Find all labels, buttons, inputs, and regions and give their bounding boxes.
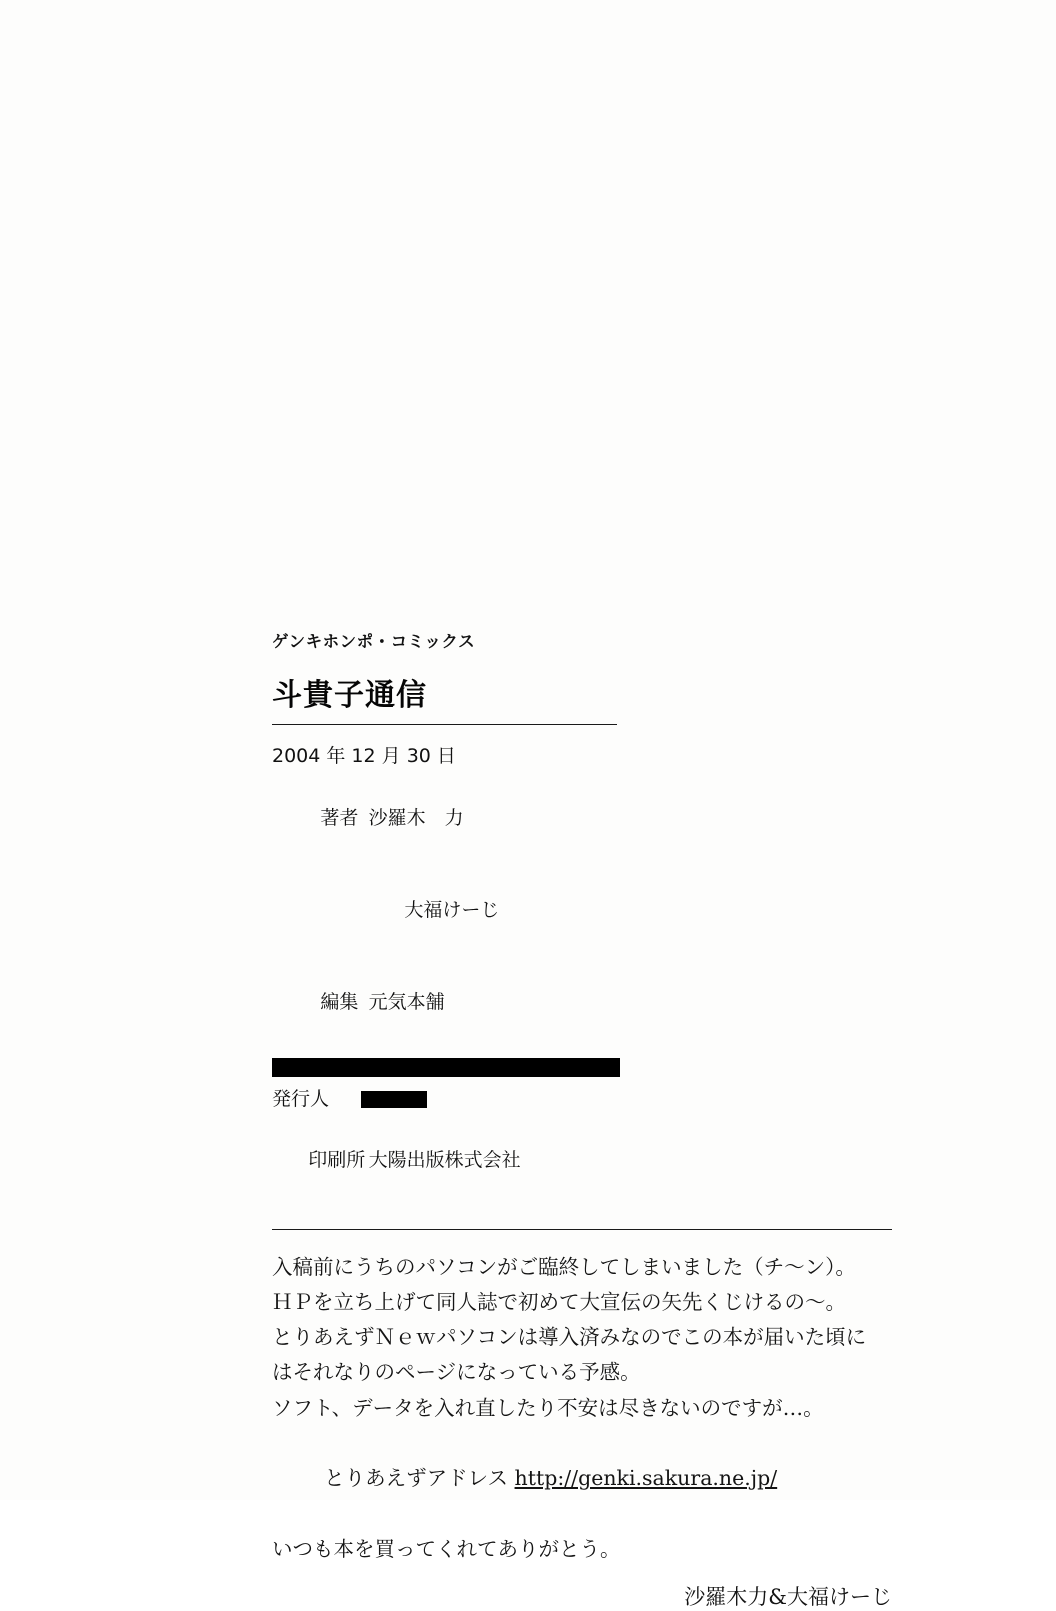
section-divider <box>272 1229 892 1230</box>
credit-author-label: 著者 <box>320 806 359 829</box>
afterword-text <box>272 1250 892 1567</box>
series-label: ゲンキホンポ・コミックス <box>272 632 476 651</box>
title-divider <box>272 724 617 725</box>
credit-editor-label: 編集 <box>320 991 359 1014</box>
book-title: 斗貴子通信 <box>272 678 427 713</box>
address-prefix-label: とりあえずアドレス <box>324 1466 515 1491</box>
credit-author <box>272 772 892 864</box>
afterword-closing-line: いつも本を買ってくれてありがとう。 <box>272 1536 621 1561</box>
credit-editor <box>272 956 892 1048</box>
credit-author-value: 沙羅木 力 <box>368 806 464 829</box>
redacted-publisher-name <box>361 1091 427 1108</box>
credit-publisher-label: 発行人 <box>272 1087 330 1110</box>
afterword-line-2: ＨＰを立ち上げて同人誌で初めて大宣伝の矢先くじけるの〜。 <box>272 1289 846 1314</box>
credit-printer <box>272 1114 892 1206</box>
publication-date: 2004 年 12 月 30 日 <box>272 745 456 767</box>
credit-author-second <box>272 864 892 956</box>
redacted-address-bar <box>272 1058 620 1077</box>
credits-list <box>272 772 892 1049</box>
credit-printer-label: 印刷所 <box>308 1149 366 1172</box>
colophon-block <box>272 628 892 1611</box>
credit-editor-value: 元気本舗 <box>368 991 445 1014</box>
afterword-address-line <box>272 1426 892 1532</box>
afterword-line-3: とりあえずＮｅｗパソコンは導入済みなのでこの本が届いた頃に <box>272 1325 867 1350</box>
credit-author-second-value: 大福けーじ <box>404 898 500 921</box>
afterword-line-1: 入稿前にうちのパソコンがご臨終してしまいました（チ〜ン）。 <box>272 1254 856 1279</box>
afterword-line-5: ソフト、データを入れ直したり不安は尽きないのですが…。 <box>272 1395 824 1420</box>
author-signature: 沙羅木力&大福けーじ <box>684 1584 892 1609</box>
credit-publisher <box>272 1084 892 1115</box>
credit-printer-value: 大陽出版株式会社 <box>368 1149 521 1172</box>
website-link[interactable]: http://genki.sakura.ne.jp/ <box>514 1466 778 1491</box>
afterword-line-4: はそれなりのページになっている予感。 <box>272 1360 641 1385</box>
